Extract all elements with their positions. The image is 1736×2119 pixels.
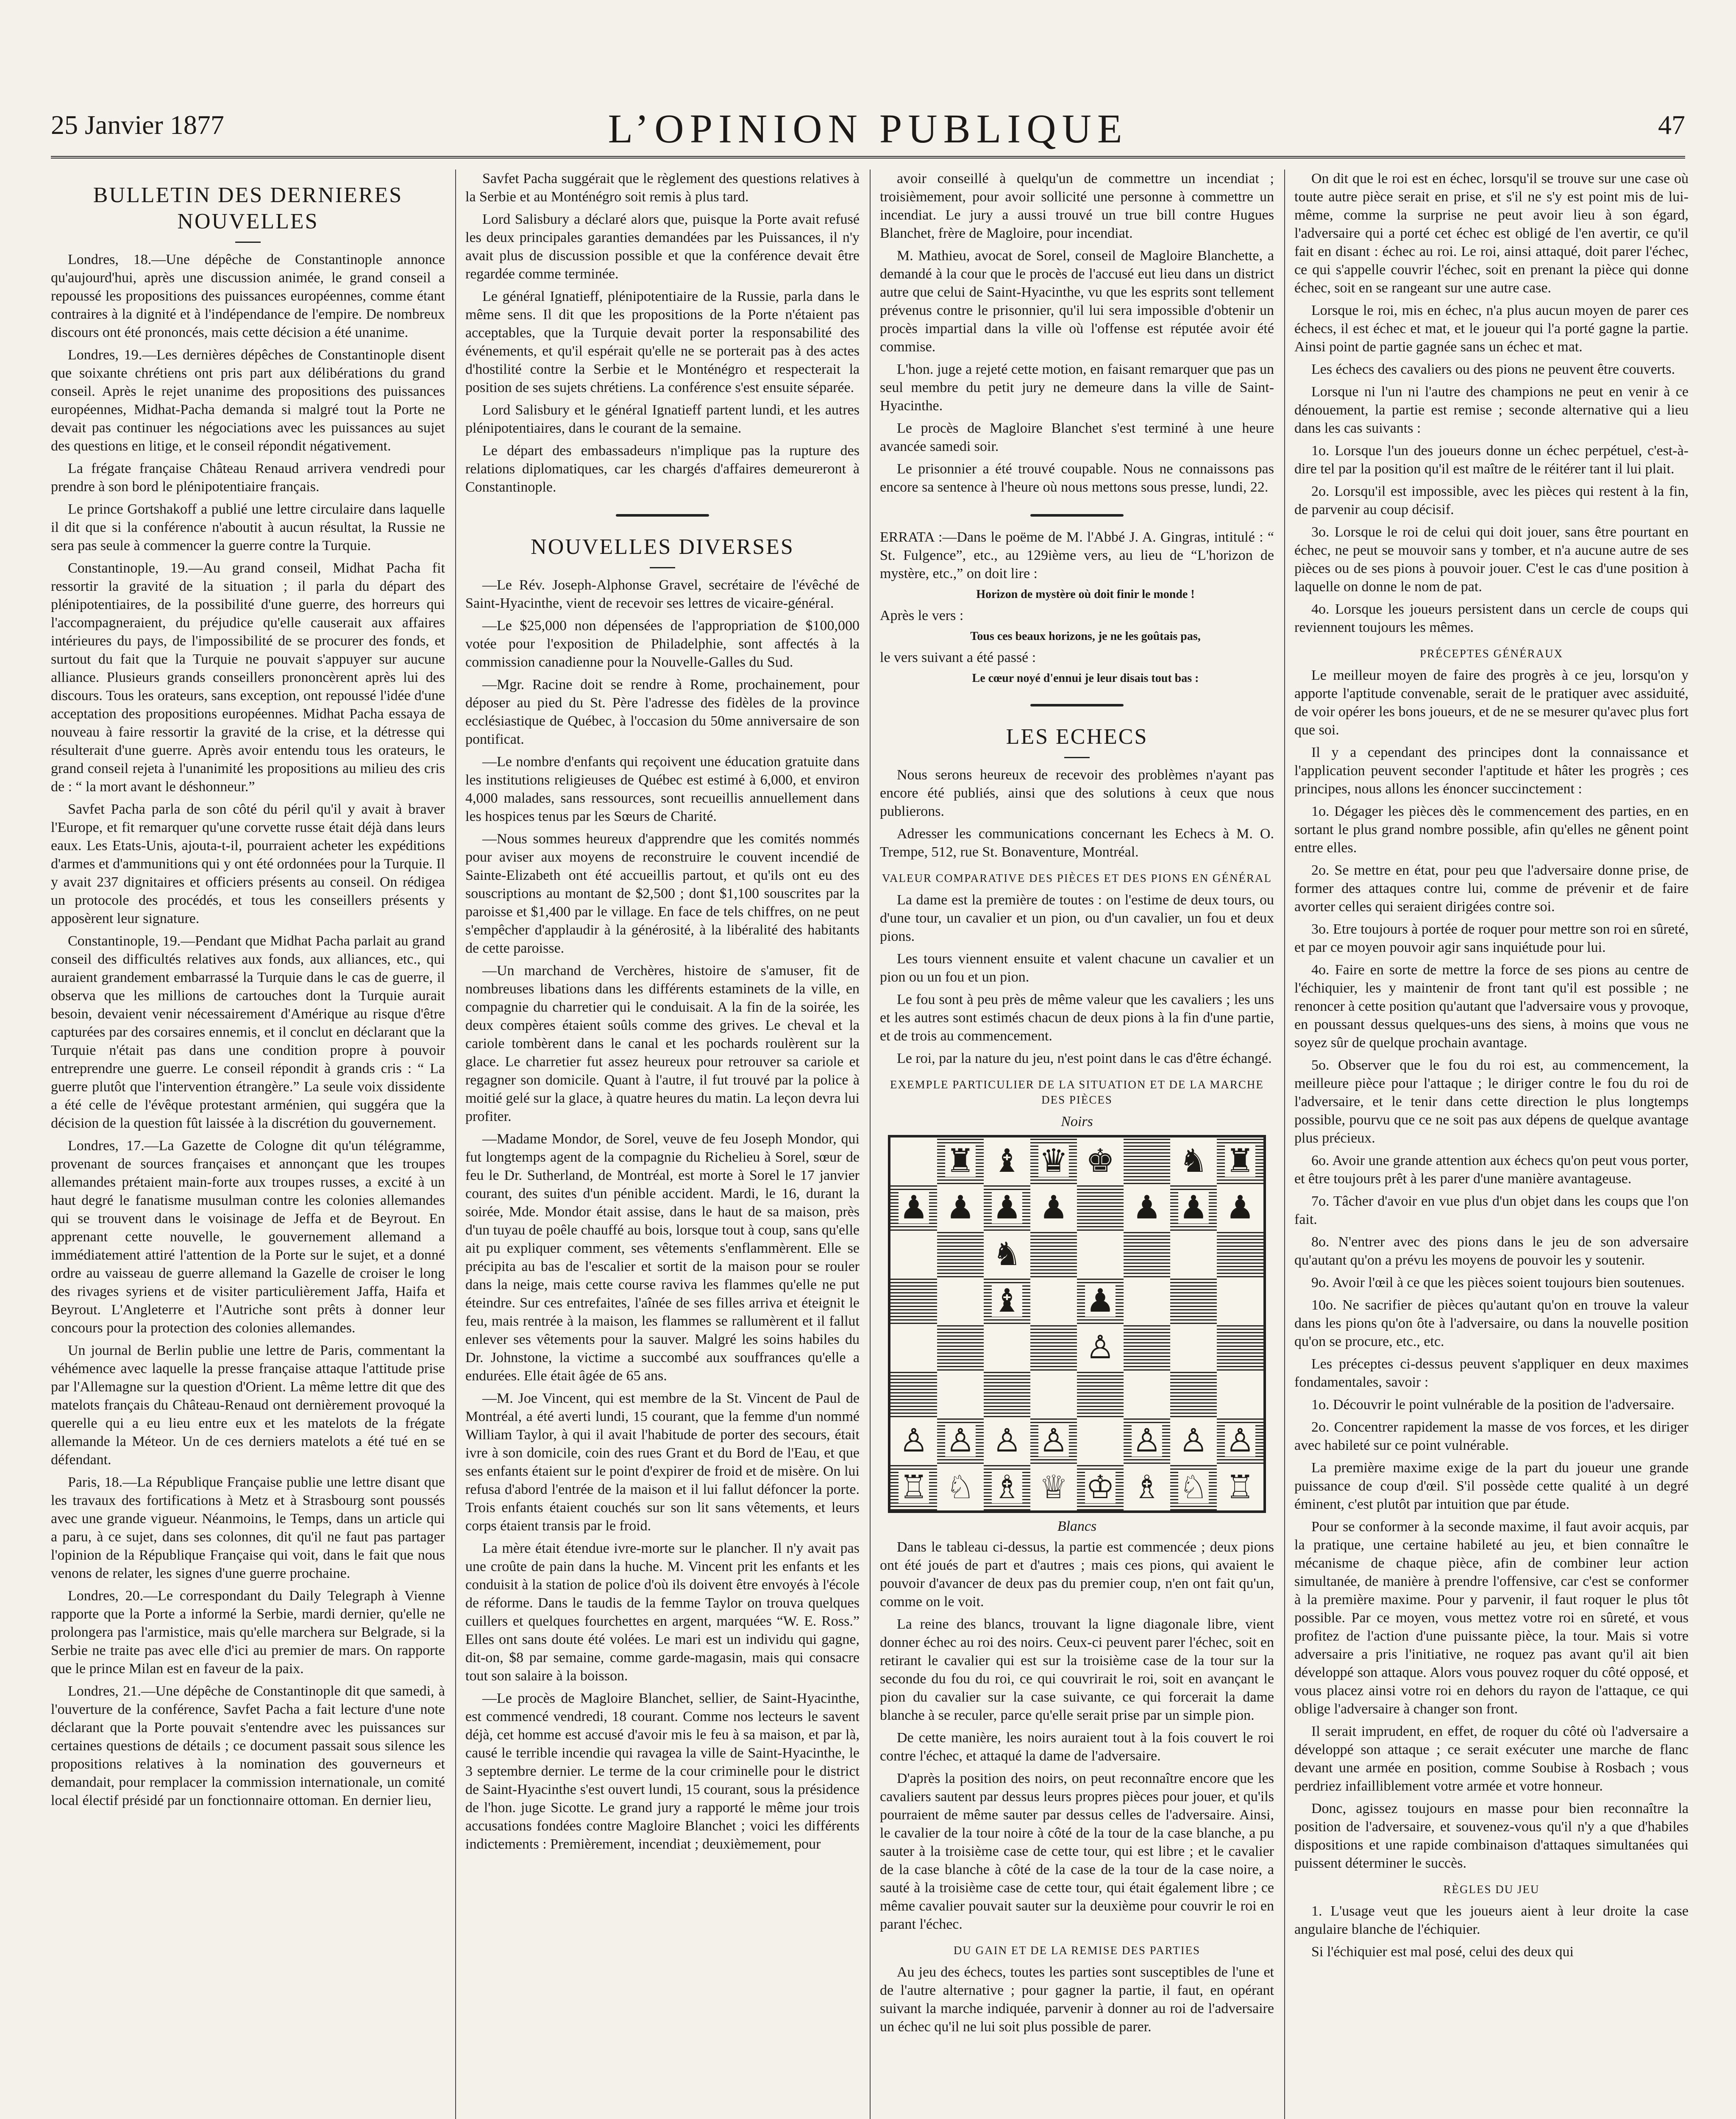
paragraph: Si l'échiquier est mal posé, celui des deux qui bbox=[1311, 1944, 1574, 1960]
paragraph: Le roi, par la nature du jeu, n'est point dans le cas d'être échangé. bbox=[897, 1051, 1272, 1066]
paragraph: —Le $25,000 non dépensées de l'appropriation de $100,000 votée pour l'exposition de Philadelphie, sont affectés à la commission canadienne pour la Nouvelle-Galles du Sud. bbox=[465, 618, 860, 670]
paragraph: La dame est la première de toutes : on l'estime de deux tours, ou d'une tour, un cavalier et un pion, ou d'un cavalier, un fou et deux pions. bbox=[880, 892, 1274, 944]
chess-piece-icon: ♛ bbox=[1039, 1142, 1068, 1179]
chess-piece-icon: ♙ bbox=[1225, 1421, 1255, 1459]
chess-square bbox=[937, 1371, 984, 1417]
paragraph: 10o. Ne sacrifier de pièces qu'autant qu'on en trouve la valeur dans les pions qu'on ôte à l'adversaire, ou dans la nouvelle position qu'on se procure, etc., etc. bbox=[1294, 1297, 1689, 1349]
ornament-divider bbox=[465, 503, 860, 521]
chess-square bbox=[890, 1464, 937, 1510]
chessboard bbox=[888, 1135, 1266, 1513]
chess-square bbox=[1217, 1417, 1263, 1464]
paragraph: Au jeu des échecs, toutes les parties sont susceptibles de l'une et de l'autre alternative ; pour gagner la partie, il faut, en opérant suivant la marche indiquée, parvenir à donner au roi de l'adversaire un échec qu'il ne lui soit plus possible de parer. bbox=[880, 1964, 1274, 2035]
chess-square bbox=[984, 1324, 1030, 1371]
chess-square bbox=[1124, 1277, 1170, 1324]
chess-piece-icon: ♟ bbox=[1179, 1188, 1208, 1226]
chess-piece-icon: ♘ bbox=[1179, 1468, 1208, 1506]
chess-square bbox=[1217, 1184, 1263, 1231]
paragraph: —Un marchand de Verchères, histoire de s'amuser, fit de nombreuses libations dans les différents estaminets de la ville, en compagnie du charretier qui le conduisait. A la fin de la soirée, les deux compères étaient soûls comme des grives. Le cheval et la cariole tombèrent dans le canal et les pochards roulèrent sur la glace. Le charretier fut assez heureux pour retrouver sa cariole et regagner son domicile. Quant à l'autre, il fut trouvé par la police à moitié gelé sur la glace, à quatre heures du matin. La leçon devra lui profiter. bbox=[465, 963, 860, 1124]
chess-square bbox=[1030, 1231, 1077, 1277]
paragraph: Le général Ignatieff, plénipotentiaire de la Russie, parla dans le même sens. Il dit que les propositions de la Porte n'étaient pas acceptables, que la Turquie devait porter la responsabilité des événements, et qu'il espérait qu'elle ne se porterait pas à des actes d'hostilité contre la Serbie et le Monténégro et respecterait la position de ses sujets chrétiens. La conférence s'est ensuite séparée. bbox=[465, 289, 860, 395]
column-1 bbox=[51, 170, 445, 2119]
chess-square bbox=[1124, 1231, 1170, 1277]
chess-square bbox=[890, 1231, 937, 1277]
chess-piece-icon: ♞ bbox=[1179, 1142, 1208, 1179]
paragraph: 5o. Observer que le fou du roi est, au commencement, la meilleure pièce pour l'attaque ; le diriger contre le fou du roi de l'adversaire, et le tenir dans cette direction le plus longtemps possible, pourvu que ce ne soit pas aux dépens de quelque avantage plus précieux. bbox=[1294, 1057, 1689, 1146]
paragraph: Donc, agissez toujours en masse pour bien reconnaître la position de l'adversaire, et souvenez-vous qu'il n'y a que d'habiles dispositions et une rapide combinaison d'attaques simultanées qui puissent déterminer le succès. bbox=[1294, 1801, 1689, 1871]
paragraph: Pour se conformer à la seconde maxime, il faut avoir acquis, par la pratique, une certaine habileté au jeu, et bien connaître le mécanisme de chaque pièce, afin de combiner leur action simultanée, de manière à prendre l'offensive, car c'est se conformer à la première maxime. Pour y parvenir, il faut roquer le plus tôt possible. Par ce moyen, vous mettez votre roi en sûreté, et vous profitez de l'action d'une puissante pièce, la tour. Mais si votre adversaire a pris l'initiative, ne roquez pas avant qu'il ait bien développé son attaque. Alors vous pouvez roquer du côté opposé, et vous placez ainsi votre roi en dehors du rayon de l'attaque, ce qui oblige l'adversaire à changer son front. bbox=[1294, 1519, 1689, 1717]
chess-square bbox=[1170, 1371, 1217, 1417]
chess-square bbox=[1217, 1371, 1263, 1417]
chess-piece-icon: ♕ bbox=[1039, 1468, 1068, 1506]
errata-after: Après le vers : bbox=[880, 608, 964, 623]
chess-piece-icon: ♟ bbox=[992, 1188, 1022, 1226]
chess-square bbox=[1170, 1231, 1217, 1277]
paragraph: 1o. Dégager les pièces dès le commencement des parties, en en sortant le plus grand nombre possible, afin qu'elles ne gênent point entre elles. bbox=[1294, 804, 1689, 856]
masthead bbox=[51, 105, 1685, 159]
label-blancs: Blancs bbox=[1057, 1518, 1097, 1534]
chess-square bbox=[1170, 1277, 1217, 1324]
chess-piece-icon: ♟ bbox=[1039, 1188, 1068, 1226]
chess-square bbox=[937, 1137, 984, 1184]
chess-square bbox=[1170, 1417, 1217, 1464]
chess-piece-icon: ♟ bbox=[1085, 1282, 1115, 1319]
paragraph: 4o. Faire en sorte de mettre la force de ses pions au centre de l'échiquier, les y maintenir de front tant qu'il est possible ; ne renoncer à cette position qu'autant que l'adversaire vous y provoque, en poussant dessus quelques-uns des siens, à moins que vous ne soyez sûr de quelque prochain avantage. bbox=[1294, 962, 1689, 1051]
column-rule bbox=[455, 170, 456, 2119]
paragraph: Londres, 21.—Une dépêche de Constantinople dit que samedi, à l'ouverture de la conférence, Savfet Pacha a fait lecture d'une note déclarant que la Porte pouvait s'entendre avec les puissances sur certaines questions de détails ; ce document passait sous silence les propositions relatives à la nomination des gouverneurs et demandait, pour remplacer la commission internationale, un comité local électif présidé par un fonctionnaire ottoman. En dernier lieu, bbox=[51, 1683, 445, 1808]
paragraph: La première maxime exige de la part du joueur une grande puissance de coup d'œil. S'il possède cette qualité à un degré éminent, c'est plutôt par intuition que par étude. bbox=[1294, 1460, 1689, 1512]
paragraph: Les échecs des cavaliers ou des pions ne peuvent être couverts. bbox=[1311, 362, 1675, 377]
gain-paragraphs bbox=[880, 1963, 1274, 2036]
echec-paragraphs bbox=[1294, 170, 1689, 637]
paragraph: Nous serons heureux de recevoir des problèmes n'ayant pas encore été publiés, ainsi que des solutions à ceux que nous publierons. bbox=[880, 767, 1274, 819]
paragraph: Paris, 18.—La République Française publie une lettre disant que les travaux des fortifications à Metz et à Strasbourg sont poussés avec une grande vigueur. Néanmoins, le Temps, dans un article qui a paru, à ce sujet, dans ses colonnes, dit qu'il ne faut pas partager l'opinion de la République Française qui voit, dans le fait que nous venons de relater, les signes d'une guerre prochaine. bbox=[51, 1474, 445, 1581]
paragraph: 1o. Découvrir le point vulnérable de la position de l'adversaire. bbox=[1311, 1397, 1675, 1413]
chess-square bbox=[984, 1464, 1030, 1510]
label-noirs: Noirs bbox=[1061, 1114, 1093, 1129]
divider bbox=[235, 242, 261, 243]
chess-piece-icon: ♜ bbox=[1225, 1142, 1255, 1179]
paragraph: Lorsque ni l'un ni l'autre des champions ne peut en venir à ce dénouement, la partie est remise ; seconde alternative qui a lieu dans les cas suivants : bbox=[1294, 384, 1689, 436]
chess-piece-icon: ♟ bbox=[1225, 1188, 1255, 1226]
paragraph: Constantinople, 19.—Au grand conseil, Midhat Pacha fit ressortir la gravité de la situation ; il parla du départ des plénipotentiaires, de la possibilité d'une guerre, des horreurs qui l'accompagneraient, du préjudice qu'elle causerait aux affaires intérieures du pays, de l'impossibilité de se procurer des fonds, et surtout du fait que la Turquie ne pouvait s'appuyer sur aucune alliance. Plusieurs grands conseillers prononcèrent après lui des discours. Tous les orateurs, sans exception, ont repoussé l'idée d'une acceptation des propositions européennes. Midhat Pacha essaya de nouveau à faire ressortir la gravité de la crise, et la détresse qui résulterait d'une guerre. Après avoir entendu tous les orateurs, le grand conseil rejeta à l'unanimité les propositions au milieu des cris de : “ la mort avant le déshonneur.” bbox=[51, 560, 445, 795]
paragraph: Adresser les communications concernant les Echecs à M. O. Trempe, 512, rue St. Bonaventure, Montréal. bbox=[880, 826, 1274, 860]
paragraph: Le meilleur moyen de faire des progrès à ce jeu, lorsqu'on y apporte l'aptitude convenable, serait de le pratiquer avec assiduité, de voir opérer les bons joueurs, et de ne se mesurer qu'avec plus fort que soi. bbox=[1294, 667, 1689, 738]
chess-piece-icon: ♙ bbox=[1179, 1421, 1208, 1459]
paragraph: 2o. Concentrer rapidement la masse de vos forces, et les diriger avec habileté sur ce point vulnérable. bbox=[1294, 1419, 1689, 1453]
chess-square bbox=[890, 1277, 937, 1324]
chess-piece-icon: ♚ bbox=[1085, 1142, 1115, 1179]
bulletin-continued bbox=[465, 170, 860, 496]
chess-piece-icon: ♟ bbox=[899, 1188, 929, 1226]
paragraph: Londres, 17.—La Gazette de Cologne dit qu'un télégramme, provenant de sources françaises et annonçant que les troupes allemandes prétaient main-forte aux troupes russes, a excité à un haut degré le fanatisme musulman contre les colonies allemandes qui se trouvent dans le voisinage de Jeffa et de Beyrout. En apprenant cette nouvelle, le gouvernement allemand a immédiatement attiré l'attention de la Porte sur le sujet, et a donné ordre au vaisseau de guerre allemand la Gazelle de croiser le long des rivages syriens et de visiter particulièrement Jaffa, Haifa et Beyrout. L'Angleterre et l'Autriche sont prêts à donner leur concours pour la protection des colonies allemandes. bbox=[51, 1138, 445, 1336]
bulletin-paragraphs bbox=[51, 250, 445, 1810]
chess-square bbox=[1217, 1324, 1263, 1371]
subtitle-valeur: VALEUR COMPARATIVE DES PIÈCES ET DES PIONS EN GÉNÉRAL bbox=[882, 872, 1272, 884]
column-rule bbox=[870, 170, 871, 2119]
paragraph: 2o. Lorsqu'il est impossible, avec les pièces qui restent à la fin, de parvenir au coup décisif. bbox=[1294, 484, 1689, 517]
errata-quote-1: Horizon de mystère où doit finir le monde ! bbox=[976, 588, 1195, 601]
paragraph: —Le Rév. Joseph-Alphonse Gravel, secrétaire de l'évêché de Saint-Hyacinthe, vient de recevoir ses lettres de vicaire-général. bbox=[465, 577, 860, 611]
paragraph: 3o. Lorsque le roi de celui qui doit jouer, sans être pourtant en échec, ne peut se mouvoir sans y tomber, et n'a aucune autre de ses pièces ou de ses pions à pouvoir jouer. C'est le cas d'une position à laquelle on donne le nom de pat. bbox=[1294, 524, 1689, 595]
chess-square bbox=[1077, 1464, 1124, 1510]
chess-piece-icon: ♞ bbox=[992, 1235, 1022, 1273]
paragraph: 1. L'usage veut que les joueurs aient à leur droite la case angulaire blanche de l'échiquier. bbox=[1294, 1903, 1689, 1937]
paragraph: D'après la position des noirs, on peut reconnaître encore que les cavaliers sautent par dessus leurs propres pièces pour jouer, et qu'ils pourraient de même sauter par dessus celles de l'adversaire. Ainsi, le cavalier de la tour noire à côté de la tour de la case blanche, a pu sauter à la troisième case de cette tour, qui est libre ; et le cavalier de la case blanche à côté de la case de la tour de la case noire, a sauté à la troisième case de cette tour, qui était également libre ; ce même cavalier pouvait sauter sur la deuxième pour couvrir le roi en parant l'échec. bbox=[880, 1771, 1274, 1932]
paragraph: 1o. Lorsque l'un des joueurs donne un échec perpétuel, c'est-à-dire tel par la position qu'il est maître de le réitérer tant il lui plait. bbox=[1294, 443, 1689, 477]
paragraph: 7o. Tâcher d'avoir en vue plus d'un objet dans les coups que l'on fait. bbox=[1294, 1193, 1689, 1227]
paragraph: —Le procès de Magloire Blanchet, sellier, de Saint-Hyacinthe, est commencé vendredi, 18 courant. Comme nos lecteurs le savent déjà, cet homme est accusé d'avoir mis le feu à sa maison, et par là, causé le terrible incendie qui ravagea la ville de Saint-Hyacinthe, le 3 septembre dernier. Le terme de la cour criminelle pour le district de Saint-Hyacinthe s'est ouvert lundi, 15 courant, sous la présidence de l'hon. juge Sicotte. Le grand jury a rapporté le même jour trois accusations fondées contre Magloire Blanchet ; voici les différents indictements : Premièrement, incendiat ; deuxièmement, pour bbox=[465, 1691, 860, 1852]
paragraph: —Mgr. Racine doit se rendre à Rome, prochainement, pour déposer au pied du St. Père l'adresse des fidèles de la province ecclésiastique de Québec, à l'occasion du 50me anniversaire de son pontificat. bbox=[465, 677, 860, 747]
paragraph: L'hon. juge a rejeté cette motion, en faisant remarquer que pas un seul membre du petit jury ne demeure dans la ville de Saint-Hyacinthe. bbox=[880, 362, 1274, 414]
paragraph: On dit que le roi est en échec, lorsqu'il se trouve sur une case où toute autre pièce serait en prise, et s'il ne s'y est point mis de lui-même, comme la surprise ne peut avoir lieu à son égard, l'adversaire qui a porté cet échec est obligé de l'en avertir, ce qu'il fait en disant : échec au roi. Le roi, ainsi attaqué, doit parer l'échec, ce qui s'appelle couvrir l'échec, soit en prenant la pièce qui donne échec, soit en se rangeant sur une autre case. bbox=[1294, 171, 1689, 296]
chess-piece-icon: ♙ bbox=[1085, 1328, 1115, 1366]
paragraph: Il y a cependant des principes dont la connaissance et l'application peuvent seconder l'aptitude et hâter les progrès ; ces principes, nous allons les énoncer succinctement : bbox=[1294, 745, 1689, 797]
chess-square bbox=[1124, 1137, 1170, 1184]
chess-square bbox=[1124, 1417, 1170, 1464]
chess-square bbox=[984, 1371, 1030, 1417]
chess-square bbox=[1030, 1417, 1077, 1464]
chess-square bbox=[1077, 1231, 1124, 1277]
column-2 bbox=[465, 170, 860, 2119]
chess-piece-icon: ♔ bbox=[1085, 1468, 1115, 1506]
preceptes-paragraphs bbox=[1294, 666, 1689, 1872]
chess-piece-icon: ♙ bbox=[946, 1421, 975, 1459]
chess-square bbox=[1217, 1137, 1263, 1184]
paragraph: Le prince Gortshakoff a publié une lettre circulaire dans laquelle il dit que si la conférence n'aboutit à aucun résultat, la Russie ne sera pas seule à commencer la guerre contre la Turquie. bbox=[51, 501, 445, 553]
chess-square bbox=[1124, 1184, 1170, 1231]
chess-square bbox=[1124, 1371, 1170, 1417]
column-4 bbox=[1294, 170, 1689, 2119]
paragraph: Londres, 19.—Les dernières dépêches de Constantinople disent que soixante chrétiens ont pris part aux délibérations du grand conseil. Après le rejet unanime des propositions des puissances européennes, Midhat-Pacha demanda si malgré tout la Porte ne devait pas continuer les négociations avec les puissances au sujet des questions en litige, et le conseil répondit négativement. bbox=[51, 347, 445, 454]
chess-piece-icon: ♙ bbox=[1132, 1421, 1162, 1459]
chess-square bbox=[1030, 1464, 1077, 1510]
paragraph: Le procès de Magloire Blanchet s'est terminé à une heure avancée samedi soir. bbox=[880, 420, 1274, 454]
chess-square bbox=[1030, 1137, 1077, 1184]
paragraph: Lord Salisbury a déclaré alors que, puisque la Porte avait refusé les deux principales garanties demandées par les Puissances, il n'y avait plus de discussion possible et que la conférence devait être regardée comme terminée. bbox=[465, 211, 860, 282]
chess-square bbox=[1077, 1277, 1124, 1324]
paragraph: Londres, 18.—Une dépêche de Constantinople annonce qu'aujourd'hui, après une discussion animée, le grand conseil a repoussé les propositions des puissances européennes, comme étant contraires à la dignité et à l'indépendance de l'empire. De nombreux discours ont été prononcés, mais cette décision a été unanime. bbox=[51, 252, 445, 340]
chess-square bbox=[1077, 1137, 1124, 1184]
errata-quote-2: Tous ces beaux horizons, je ne les goûtais pas, bbox=[970, 630, 1201, 643]
chess-piece-icon: ♗ bbox=[1132, 1468, 1162, 1506]
paragraph: La reine des blancs, trouvant la ligne diagonale libre, vient donner échec au roi des noirs. Ceux-ci peuvent parer l'échec, soit en retirant le cavalier qui est sur la troisième case de la tour sur la seconde du fou du roi, ce qui couvrirait le roi, soit en avançant le pion du cavalier sur la case suivante, ce qui forcerait la dame blanche à se reculer, parce qu'elle serait prise par un simple pion. bbox=[880, 1616, 1274, 1723]
chess-square bbox=[890, 1371, 937, 1417]
chess-piece-icon: ♙ bbox=[899, 1421, 929, 1459]
chess-piece-icon: ♖ bbox=[899, 1468, 929, 1506]
paragraph: 2o. Se mettre en état, pour peu que l'adversaire donne prise, de former des attaques contre lui, comme de prévenir et de faire avorter celles qui seraient dirigées contre soi. bbox=[1294, 862, 1689, 915]
section-title-echecs: LES ECHECS bbox=[1006, 725, 1148, 749]
chess-square bbox=[1077, 1371, 1124, 1417]
chess-square bbox=[937, 1231, 984, 1277]
paragraph: La mère était étendue ivre-morte sur le plancher. Il n'y avait pas une croûte de pain dans la huche. M. Vincent prit les enfants et les conduisit à la station de police d'où ils doivent être envoyés à l'école de réforme. Dans le taudis de la femme Taylor on trouva quelques cuillers et quelques fourchettes en argent, marquées “W. E. Ross.” Elles ont sans doute été volées. Le mari est un individu qui gagne, dit-on, $8 par semaine, comme garde-magasin, mais qui consacre tout son salaire à la boisson. bbox=[465, 1541, 860, 1684]
chess-square bbox=[937, 1324, 984, 1371]
chess-piece-icon: ♗ bbox=[992, 1468, 1022, 1506]
chess-square bbox=[984, 1184, 1030, 1231]
chess-square bbox=[1170, 1137, 1217, 1184]
chess-square bbox=[937, 1277, 984, 1324]
chess-square bbox=[937, 1184, 984, 1231]
paragraph: Constantinople, 19.—Pendant que Midhat Pacha parlait au grand conseil des difficultés relatives aux fonds, aux alliances, etc., qui auraient grandement embarrassé la Turquie dans le cas de guerre, il observa que les millions de cartouches dont la Turquie aurait besoin, devaient venir nécessairement d'Amérique au risque d'être capturées par des corsaires ennemis, et il conclut en déclarant que la Turquie n'était pas dans une condition propre à pouvoir entreprendre une guerre. Le conseil répondit à grands cris : “ La guerre plutôt que l'intervention étrangère.” La seule voix dissidente a été celle de l'évêque protestant arménien, qui suggéra que la décision de la question fût laissée à la discrétion du gouvernement. bbox=[51, 933, 445, 1131]
paragraph: Le fou sont à peu près de même valeur que les cavaliers ; les uns et les autres sont estimés chacun de deux pions à la fin d'une partie, et de trois au commencement. bbox=[880, 992, 1274, 1044]
chess-square bbox=[984, 1231, 1030, 1277]
chess-square bbox=[984, 1277, 1030, 1324]
paragraph: Il serait imprudent, en effet, de roquer du côté où l'adversaire a développé son attaque ; ce serait exécuter une marche de flanc devant une armée en position, comme Soubise à Rosbach ; vous perdriez infailliblement votre armée et votre honneur. bbox=[1294, 1724, 1689, 1794]
paragraph: —Nous sommes heureux d'apprendre que les comités nommés pour aviser aux moyens de reconstruire le couvent incendié de Sainte-Elizabeth ont été accueillis partout, et qu'ils ont eu des souscriptions au montant de $2,500 ; dont $1,100 souscrites par la paroisse et $1,400 par le village. En face de tels chiffres, on ne peut s'empêcher d'applaudir à la générosité, à la libéralité des habitants de cette paroisse. bbox=[465, 831, 860, 956]
section-title-nouvelles: NOUVELLES DIVERSES bbox=[531, 535, 794, 559]
chess-square bbox=[1077, 1417, 1124, 1464]
paragraph: Un journal de Berlin publie une lettre de Paris, commentant la véhémence avec laquelle la presse française attaque l'attitude prise par l'Allemagne sur la question d'Orient. La même lettre dit que des matelots français du Château-Renaud ont dernièrement provoqué la querelle qui a eu lieu entre eux et les matelots de la frégate allemande la Méteor. Un de ces derniers matelots a été tué en se défendant. bbox=[51, 1343, 445, 1468]
ornament-divider bbox=[880, 503, 1274, 521]
paragraph: Savfet Pacha parla de son côté du péril qu'il y avait à braver l'Europe, et fit remarquer qu'une corvette russe était déjà dans leurs eaux. Les Etats-Unis, ajouta-t-il, pourraient acheter les expéditions d'armes et d'ammunitions qui y ont été ordonnées pour la Turquie. Il y avait 237 dignitaires et officiers présents au conseil. On rédigea un protocole des procédés, et tous les conseillers présents y apposèrent leur signature. bbox=[51, 801, 445, 926]
paragraph: 9o. Avoir l'œil à ce que les pièces soient toujours bien soutenues. bbox=[1311, 1275, 1685, 1290]
subtitle-regles: RÈGLES DU JEU bbox=[1443, 1883, 1540, 1896]
chess-square bbox=[984, 1137, 1030, 1184]
chess-piece-icon: ♖ bbox=[1225, 1468, 1255, 1506]
newspaper-title: L’OPINION PUBLIQUE bbox=[608, 106, 1128, 151]
chess-piece-icon: ♙ bbox=[992, 1421, 1022, 1459]
paragraph: Lord Salisbury et le général Ignatieff partent lundi, et les autres plénipotentiaires, dans le courant de la semaine. bbox=[465, 402, 860, 436]
divider bbox=[650, 567, 675, 568]
subtitle-preceptes: PRÉCEPTES GÉNÉRAUX bbox=[1419, 647, 1564, 660]
paragraph: M. Mathieu, avocat de Sorel, conseil de Magloire Blanchette, a demandé à la cour que le procès de l'accusé eut lieu dans un district autre que celui de Saint-Hyacinthe, vu que les esprits sont tellement prévenus contre le prisonnier, qu'il lui sera impossible d'obtenir un procès impartial dans la ville où l'offense est réputée avoir été commise. bbox=[880, 248, 1274, 355]
paragraph: Savfet Pacha suggérait que le règlement des questions relatives à la Serbie et au Monténégro soit remis à plus tard. bbox=[465, 171, 860, 205]
paragraph: Les préceptes ci-dessus peuvent s'appliquer en deux maximes fondamentales, savoir : bbox=[1294, 1356, 1689, 1390]
chess-square bbox=[937, 1464, 984, 1510]
chess-square bbox=[890, 1184, 937, 1231]
errata-text: ERRATA :—Dans le poëme de M. l'Abbé J. A. Gingras, intitulé : “ St. Fulgence”, etc., au 129ième vers, au lieu de “L'horizon de mystère, etc.,” on doit lire : bbox=[880, 529, 1274, 581]
chess-piece-icon: ♝ bbox=[992, 1282, 1022, 1319]
paragraph: 4o. Lorsque les joueurs persistent dans un cercle de coups qui reviennent toujours les mêmes. bbox=[1294, 601, 1689, 635]
ornament-divider bbox=[880, 693, 1274, 711]
errata-read: le vers suivant a été passé : bbox=[880, 650, 1036, 665]
paragraph: 3o. Etre toujours à portée de roquer pour mettre son roi en sûreté, et par ce moyen pouvoir agir sans inquiétude pour lui. bbox=[1294, 921, 1689, 955]
chess-piece-icon: ♘ bbox=[946, 1468, 975, 1506]
chess-piece-icon: ♝ bbox=[992, 1142, 1022, 1179]
paragraph: —Le nombre d'enfants qui reçoivent une éducation gratuite dans les institutions religieuses de Québec est estimé à 6,000, et environ 4,000 malades, sans ressources, sont recueillis annuellement dans les hospices tenus par les Sœurs de Charité. bbox=[465, 754, 860, 824]
chess-square bbox=[1030, 1371, 1077, 1417]
subtitle-gain: DU GAIN ET DE LA REMISE DES PARTIES bbox=[953, 1944, 1201, 1957]
errata-quote-3: Le cœur noyé d'ennui je leur disais tout bas : bbox=[972, 672, 1199, 685]
paragraph: Le prisonnier a été trouvé coupable. Nous ne connaissons pas encore sa sentence à l'heure où nous mettons sous presse, lundi, 22. bbox=[880, 461, 1274, 495]
chess-square bbox=[1124, 1464, 1170, 1510]
chess-square bbox=[1030, 1324, 1077, 1371]
blanchet-continued bbox=[880, 170, 1274, 496]
valeur-paragraphs bbox=[880, 891, 1274, 1068]
regles-paragraphs bbox=[1294, 1902, 1689, 1961]
chess-square bbox=[1077, 1184, 1124, 1231]
page-number: 47 bbox=[1658, 110, 1685, 140]
paragraph: Londres, 20.—Le correspondant du Daily Telegraph à Vienne rapporte que la Porte a informé la Serbie, mardi dernier, qu'elle ne prolongera pas l'armistice, mais qu'elle marchera sur Belgrade, si la Serbie ne traite pas avec elle d'ici au premier de mars. On rapporte que le prince Milan est en faveur de la paix. bbox=[51, 1588, 445, 1677]
chess-square bbox=[1217, 1464, 1263, 1510]
paragraph: avoir conseillé à quelqu'un de commettre un incendiat ; troisièmement, pour avoir sollicité une personne à commettre un incendiat. Le jury a aussi trouvé un true bill contre Hugues Blanchet, frère de Magloire, pour incendiat. bbox=[880, 171, 1274, 241]
exemple-paragraphs bbox=[880, 1538, 1274, 1933]
chess-square bbox=[890, 1324, 937, 1371]
chess-square bbox=[1217, 1277, 1263, 1324]
issue-date: 25 Janvier 1877 bbox=[51, 110, 224, 140]
paragraph: Les tours viennent ensuite et valent chacune un cavalier et un pion ou un fou et un pion. bbox=[880, 951, 1274, 985]
section-title-bulletin: BULLETIN DES DERNIERES NOUVELLES bbox=[93, 183, 403, 234]
echecs-intro bbox=[880, 766, 1274, 861]
paragraph: La frégate française Château Renaud arrivera vendredi pour prendre à son bord le plénipotentiaire français. bbox=[51, 461, 445, 495]
chess-square bbox=[984, 1417, 1030, 1464]
column-3 bbox=[880, 170, 1274, 2119]
chess-square bbox=[890, 1137, 937, 1184]
chess-square bbox=[937, 1417, 984, 1464]
paragraph: 6o. Avoir une grande attention aux échecs qu'on peut vous porter, et être toujours prêt à les parer d'une manière avantageuse. bbox=[1294, 1153, 1689, 1187]
nouvelles-paragraphs bbox=[465, 576, 860, 1853]
chess-piece-icon: ♙ bbox=[1039, 1421, 1068, 1459]
chess-square bbox=[1170, 1464, 1217, 1510]
chess-square bbox=[1170, 1184, 1217, 1231]
column-rule bbox=[1284, 170, 1285, 2119]
divider bbox=[1064, 757, 1090, 758]
paragraph: Dans le tableau ci-dessus, la partie est commencée ; deux pions ont été joués de part et d'autres ; mais ces pions, qui avaient le pouvoir d'avancer de deux pas du premier coup, n'en ont fait qu'un, comme on le voit. bbox=[880, 1539, 1274, 1610]
chess-square bbox=[1124, 1324, 1170, 1371]
subtitle-exemple: EXEMPLE PARTICULIER DE LA SITUATION ET DE LA MARCHE DES PIÈCES bbox=[890, 1078, 1264, 1106]
chess-square bbox=[1217, 1231, 1263, 1277]
paragraph: 8o. N'entrer avec des pions dans le jeu de son adversaire qu'autant qu'on a prévu les moyens de pouvoir les y soutenir. bbox=[1294, 1234, 1689, 1268]
chess-piece-icon: ♟ bbox=[1132, 1188, 1162, 1226]
paragraph: Lorsque le roi, mis en échec, n'a plus aucun moyen de parer ces échecs, il est échec et mat, et le joueur qui l'a porté gagne la partie. Ainsi point de partie gagnée sans un échec et mat. bbox=[1294, 303, 1689, 355]
chess-square bbox=[1030, 1277, 1077, 1324]
paragraph: —M. Joe Vincent, qui est membre de la St. Vincent de Paul de Montréal, a été averti lundi, 15 courant, que la femme d'un nommé William Taylor, à qui il avait l'habitude de porter des secours, était ivre à son domicile, coin des rues Grant et du Bord de l'Eau, et que ses enfants étaient sur le point d'expirer de froid et de misère. On lui refusa d'abord l'entrée de la maison et il lui fallut défoncer la porte. Trois enfants étaient couchés sur son lit sans vêtements, et leurs corps étaient transis par le froid. bbox=[465, 1390, 860, 1534]
paragraph: Le départ des embassadeurs n'implique pas la rupture des relations diplomatiques, car les chargés d'affaires demeureront à Constantinople. bbox=[465, 443, 860, 495]
chess-piece-icon: ♟ bbox=[946, 1188, 975, 1226]
chess-square bbox=[1077, 1324, 1124, 1371]
chess-piece-icon: ♜ bbox=[946, 1142, 975, 1179]
chess-square bbox=[1170, 1324, 1217, 1371]
paragraph: De cette manière, les noirs auraient tout à la fois couvert le roi contre l'échec, et attaqué la dame de l'adversaire. bbox=[880, 1730, 1274, 1764]
paragraph: —Madame Mondor, de Sorel, veuve de feu Joseph Mondor, qui fut longtemps agent de la compagnie du Richelieu à Sorel, sœur de feu le Dr. Sutherland, de Montréal, est morte à Sorel le 17 janvier courant, des suites d'un pénible accident. Mardi, le 16, durant la soirée, Mde. Mondor était assise, dans le haut de sa maison, près d'un tuyau de poêle chauffé au bois, lorsque tout à coup, sans qu'elle ait pu expliquer comment, ses vêtements s'enflammèrent. Elle se précipita au bas de l'escalier et sortit de la maison pour se rouler dans la neige, mais cette course raviva les flammes qu'elle ne put éteindre. Sur ces entrefaites, l'aînée de ses filles arriva et éteignit le feu, mais rentrée à la maison, les flammes se rallumèrent et il fallut enlever ses vêtements pour la sauver. Malgré les soins habiles du Dr. Johnstone, la victime a succombé aux souffrances qu'elle a endurées. Elle était âgée de 65 ans. bbox=[465, 1131, 860, 1384]
chess-square bbox=[1030, 1184, 1077, 1231]
chess-square bbox=[890, 1417, 937, 1464]
